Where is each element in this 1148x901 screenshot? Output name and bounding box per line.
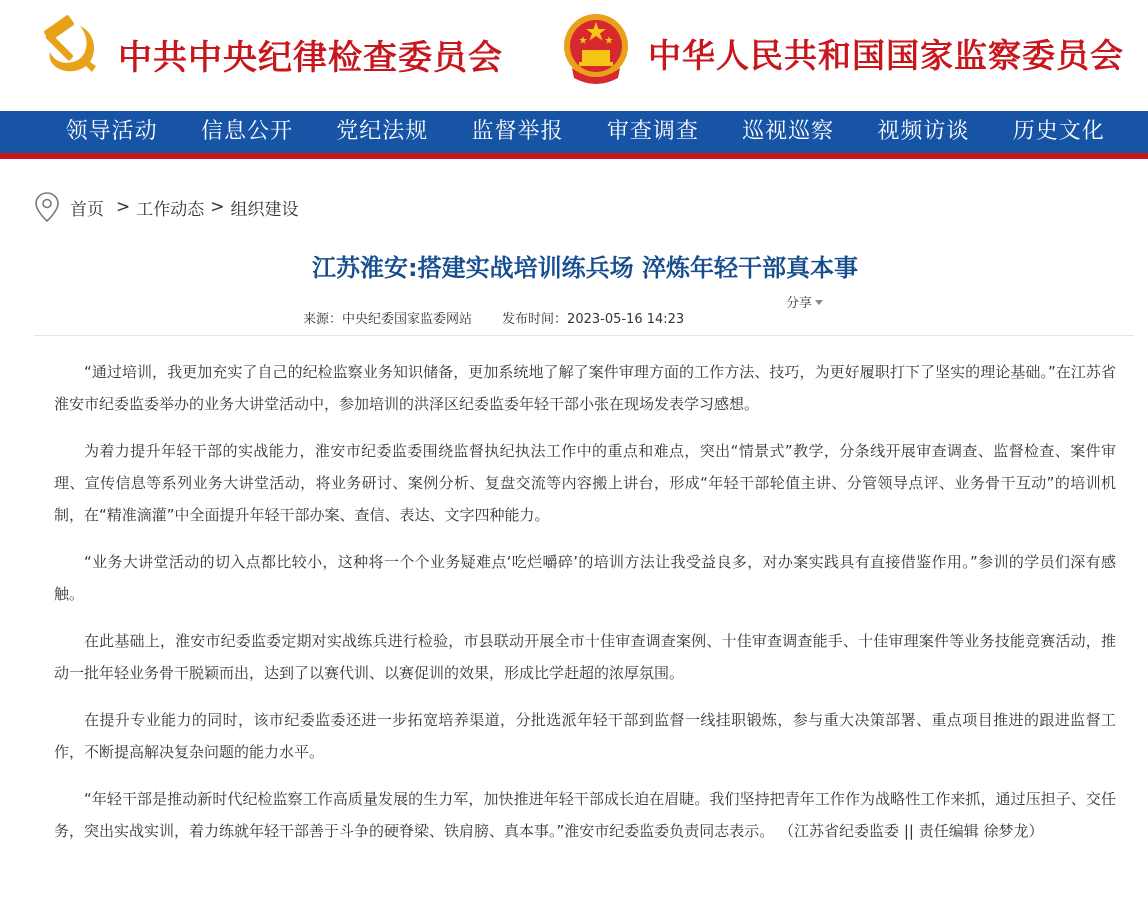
divider	[34, 335, 1134, 336]
nav-item-info[interactable]: 信息公开	[200, 119, 293, 144]
paragraph: 为着力提升年轻干部的实战能力，淮安市纪委监委围绕监督执纪执法工作中的重点和难点，突出“情景式”教学，分条线开展审查调查、监督检查、案件审理、宣传信息等系列业务大讲堂活动，将业务研讨、案例分析、复盘交流等内容搬上讲台，形成“年轻干部轮值主讲、分管领导点评、业务骨干互动”的培训机制，在“精准滴灌”中全面提升年轻干部办案、查信、表达、文字四种能力。	[54, 442, 1116, 524]
paragraph: “通过培训，我更加充实了自己的纪检监察业务知识储备，更加系统地了解了案件审理方面的工作方法、技巧，为更好履职打下了坚实的理论基础。”在江苏省淮安市纪委监委举办的业务大讲堂活动中，参加培训的洪泽区纪委监委年轻干部小张在现场发表学习感想。	[54, 363, 1116, 413]
main-nav	[0, 111, 1148, 159]
site-title-ccdi[interactable]: 中共中央纪律检查委员会	[118, 38, 503, 78]
location-pin-icon	[34, 191, 60, 223]
national-emblem-icon[interactable]	[562, 12, 630, 84]
breadcrumb-separator: >	[210, 197, 225, 217]
nav-item-video[interactable]: 视频访谈	[877, 119, 970, 144]
paragraph: “年轻干部是推动新时代纪检监察工作高质量发展的生力军，加快推进年轻干部成长迫在眉睫。我们坚持把青年工作作为战略性工作来抓，通过压担子、交任务，突出实战实训，着力练就年轻干部善于斗争的硬脊梁、铁肩膀、真本事。”淮安市纪委监委负责同志表示。 （江苏省纪委监委 || 责任编辑 徐梦龙）	[54, 790, 1116, 840]
article-body	[54, 356, 1116, 862]
breadcrumb-separator: >	[116, 197, 131, 217]
paragraph: 在此基础上，淮安市纪委监委定期对实战练兵进行检验，市县联动开展全市十佳审查调查案例、十佳审查调查能手、十佳审理案件等业务技能竞赛活动，推动一批年轻业务骨干脱颖而出，达到了以赛代训、以赛促训的效果，形成比学赶超的浓厚氛围。	[54, 632, 1116, 682]
paragraph: “业务大讲堂活动的切入点都比较小，这种将一个个业务疑难点‘吃烂嚼碎’的培训方法让我受益良多，对办案实践具有直接借鉴作用。”参训的学员们深有感触。	[54, 553, 1116, 603]
breadcrumb-work-news-link[interactable]: 工作动态	[136, 199, 205, 220]
breadcrumb-home-link[interactable]: 首页	[70, 199, 104, 220]
share-dropdown[interactable]	[786, 292, 823, 311]
breadcrumb	[34, 190, 299, 224]
nav-item-history[interactable]: 历史文化	[1012, 119, 1105, 144]
source-label: 来源：	[303, 312, 343, 327]
chevron-down-icon	[815, 300, 823, 305]
nav-item-leadership[interactable]: 领导活动	[65, 119, 158, 144]
site-title-nsc[interactable]: 中华人民共和国国家监察委员会	[648, 36, 1124, 75]
paragraph: 在提升专业能力的同时，该市纪委监委还进一步拓宽培养渠道，分批选派年轻干部到监督一线挂职锻炼，参与重大决策部署、重点项目推进的跟进监督工作，不断提高解决复杂问题的能力水平。	[54, 711, 1116, 761]
nav-item-investigation[interactable]: 审查调查	[606, 119, 699, 144]
breadcrumb-org-building-link[interactable]: 组织建设	[230, 199, 299, 220]
article-meta	[303, 308, 684, 327]
article-title: 江苏淮安:搭建实战培训练兵场 淬炼年轻干部真本事	[312, 254, 858, 282]
party-emblem-icon[interactable]	[36, 14, 102, 80]
nav-item-inspection[interactable]: 巡视巡察	[742, 119, 835, 144]
source-value: 中央纪委国家监委网站	[342, 312, 473, 327]
nav-item-report[interactable]: 监督举报	[471, 119, 564, 144]
publish-time-label: 发布时间：	[502, 312, 568, 327]
share-label: 分享	[786, 296, 813, 311]
publish-time-value: 2023-05-16 14:23	[567, 312, 685, 327]
nav-item-regulations[interactable]: 党纪法规	[336, 119, 429, 144]
site-header	[0, 0, 1148, 111]
